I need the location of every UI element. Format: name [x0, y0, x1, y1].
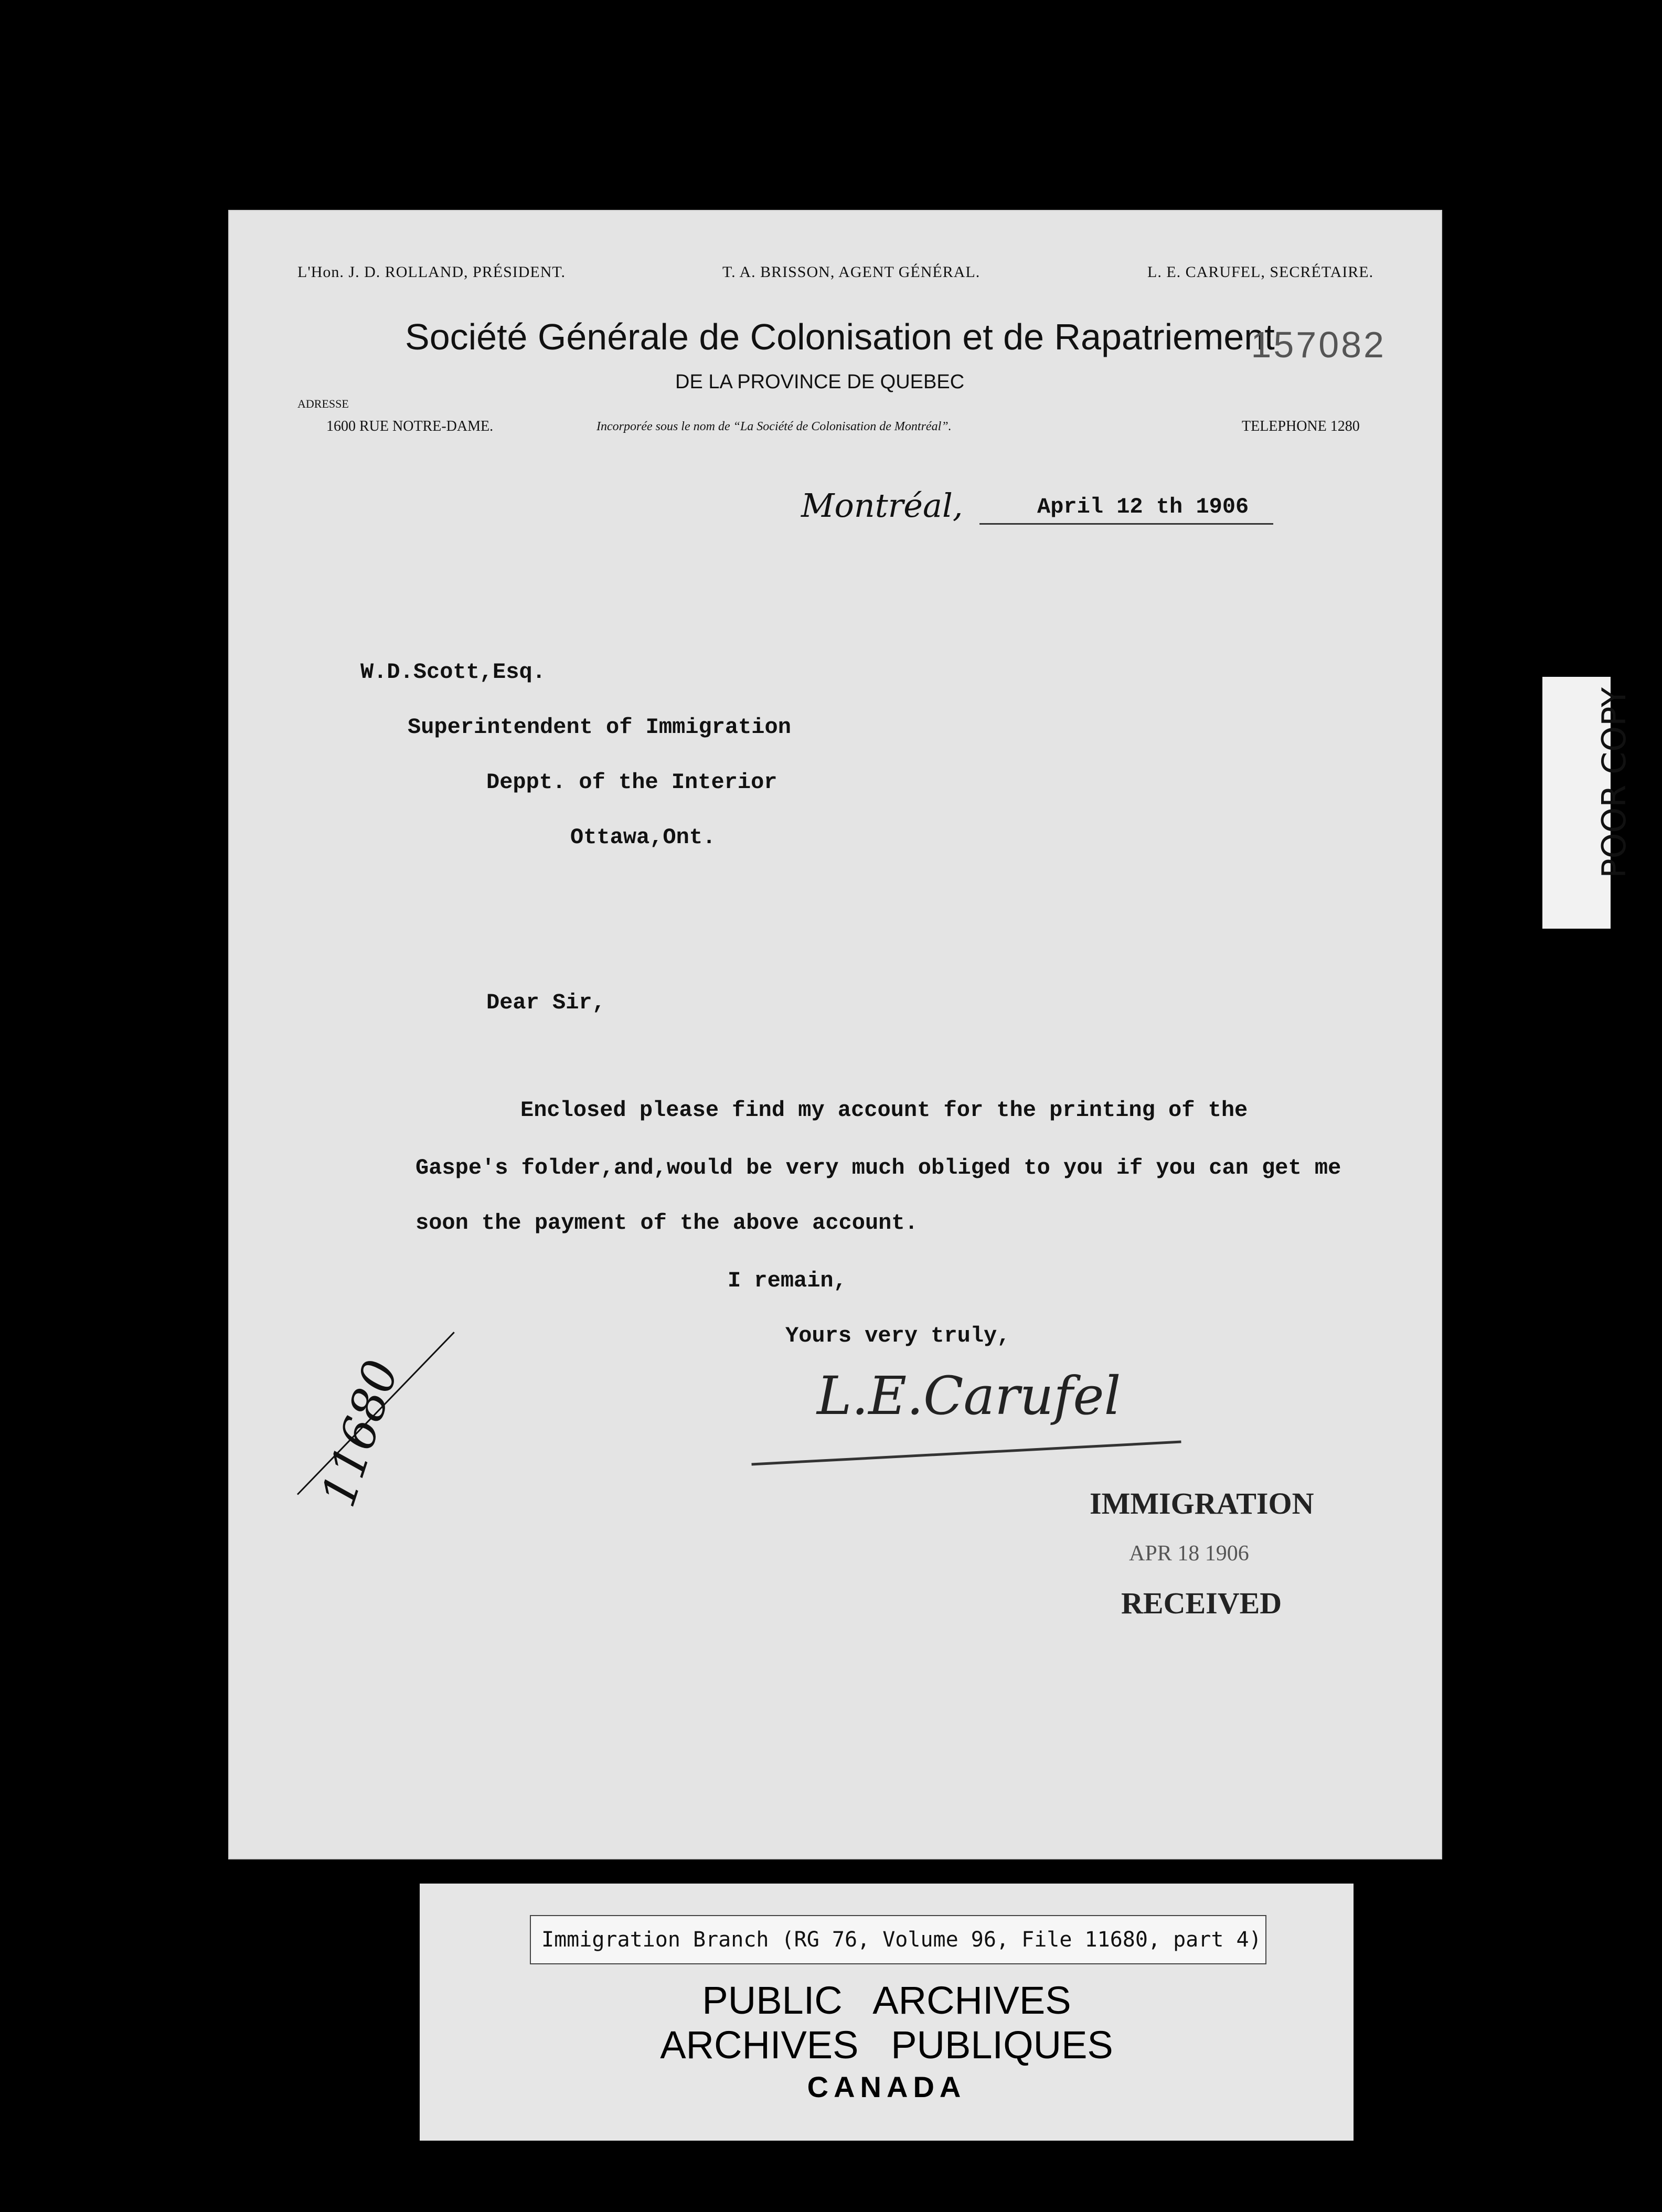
- poor-copy-label: [1542, 677, 1633, 929]
- agent-name: T. A. BRISSON, AGENT GÉNÉRAL.: [722, 263, 981, 281]
- archives-label: [420, 1884, 1354, 2141]
- society-title: Société Générale de Colonisation et de Rapatriement: [405, 316, 1275, 357]
- date-rule: [979, 523, 1273, 525]
- letter-date: April 12 th 1906: [1037, 494, 1249, 519]
- salutation: Dear Sir,: [486, 990, 605, 1015]
- president-name: L'Hon. J. D. ROLLAND, PRÉSIDENT.: [297, 263, 566, 281]
- recipient-name: W.D.Scott,Esq.: [360, 660, 546, 685]
- body-line-2: Gaspe's folder,and,would be very much obliged to you if you can get me: [416, 1155, 1341, 1181]
- recipient-city: Ottawa,Ont.: [570, 825, 716, 850]
- body-line-1: Enclosed please find my account for the printing of the: [520, 1098, 1248, 1123]
- recipient-title: Superintendent of Immigration: [408, 715, 791, 740]
- archives-line-english: PUBLIC ARCHIVES: [702, 1979, 1071, 2022]
- recipient-department: Deppt. of the Interior: [486, 770, 777, 795]
- poor-copy-text: POOR COPY: [1595, 687, 1633, 878]
- signature: L.E.Carufel: [817, 1365, 1121, 1427]
- signature-underline: [751, 1441, 1181, 1466]
- closing-remain: I remain,: [728, 1268, 847, 1293]
- margin-file-number: 11680: [311, 1353, 410, 1514]
- place-script: Montréal,: [801, 486, 963, 525]
- body-line-3: soon the payment of the above account.: [416, 1210, 918, 1236]
- archives-line-country: CANADA: [807, 2070, 966, 2103]
- incorporation-note: Incorporée sous le nom de “La Société de Colonisation de Montréal”.: [596, 420, 952, 433]
- stamp-immigration: IMMIGRATION: [1090, 1486, 1314, 1520]
- society-subtitle: DE LA PROVINCE DE QUEBEC: [675, 371, 965, 393]
- file-reference-tag: Immigration Branch (RG 76, Volume 96, File 11680, part 4): [530, 1915, 1266, 1964]
- stamp-received: RECEIVED: [1121, 1586, 1282, 1620]
- archives-line-french: ARCHIVES PUBLIQUES: [660, 2023, 1113, 2067]
- secretary-name: L. E. CARUFEL, SECRÉTAIRE.: [1147, 263, 1374, 281]
- stamp-date: APR 18 1906: [1129, 1541, 1249, 1566]
- address-label: ADRESSE: [297, 397, 349, 410]
- closing-yours: Yours very truly,: [785, 1323, 1010, 1348]
- address: 1600 RUE NOTRE-DAME.: [326, 418, 494, 434]
- letter-sheet: [228, 210, 1442, 1859]
- file-stamp-number: 157082: [1251, 324, 1386, 365]
- telephone: TELEPHONE 1280: [1242, 418, 1360, 434]
